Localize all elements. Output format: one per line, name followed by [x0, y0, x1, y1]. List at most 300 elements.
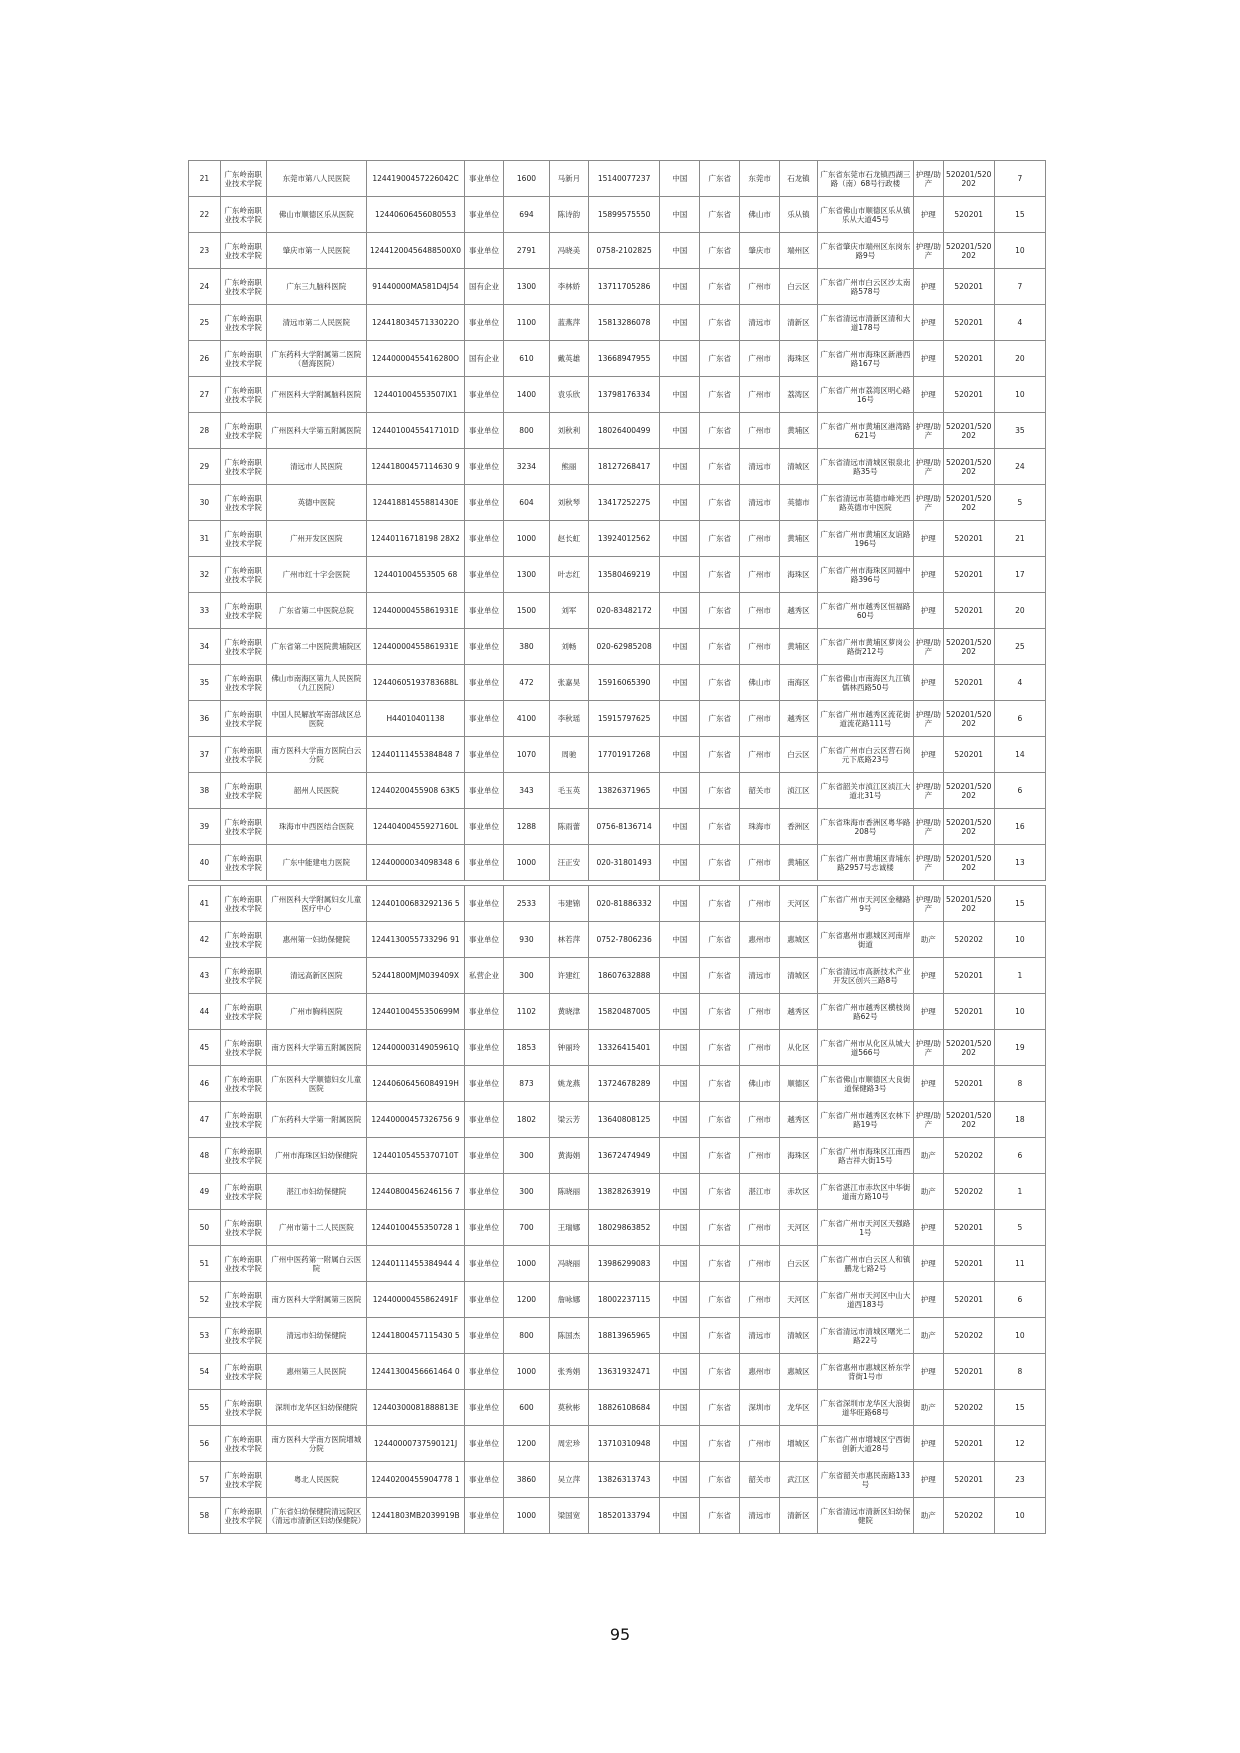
page-number: 95: [609, 1625, 631, 1644]
phone-cell: 18029863852: [588, 1210, 660, 1246]
bed-count-cell: 694: [503, 197, 549, 233]
hospital-name-cell: 广东中能建电力医院: [266, 845, 366, 881]
bed-count-cell: 800: [503, 1318, 549, 1354]
school-cell: 广东岭南职业技术学院: [220, 1030, 266, 1066]
school-cell: 广东岭南职业技术学院: [220, 773, 266, 809]
hospital-name-cell: 惠州第三人民医院: [266, 1354, 366, 1390]
district-cell: 白云区: [780, 1246, 818, 1282]
table-row: [189, 1282, 1046, 1318]
major-cell: 护理: [913, 737, 943, 773]
address-cell: 广东省广州市越秀区横枝岗路62号: [817, 994, 913, 1030]
country-cell: 中国: [660, 1102, 700, 1138]
bed-count-cell: 3860: [503, 1462, 549, 1498]
district-cell: 白云区: [780, 737, 818, 773]
country-cell: 中国: [660, 845, 700, 881]
address-cell: 广东省佛山市顺德区乐从镇乐从大道45号: [817, 197, 913, 233]
hospital-name-cell: 广州医科大学第五附属医院: [266, 413, 366, 449]
bed-count-cell: 1000: [503, 521, 549, 557]
contact-person-cell: 陈国杰: [549, 1318, 588, 1354]
city-cell: 广州市: [740, 1426, 780, 1462]
row-number: 50: [189, 1210, 221, 1246]
phone-cell: 18607632888: [588, 958, 660, 994]
major-cell: 护理/助产: [913, 1030, 943, 1066]
city-cell: 佛山市: [740, 1066, 780, 1102]
province-cell: 广东省: [700, 557, 740, 593]
contact-person-cell: 汪正安: [549, 845, 588, 881]
school-cell: 广东岭南职业技术学院: [220, 922, 266, 958]
quota-cell: 4: [994, 305, 1045, 341]
table-row: [189, 1066, 1046, 1102]
school-cell: 广东岭南职业技术学院: [220, 1066, 266, 1102]
unit-type-cell: 事业单位: [465, 521, 504, 557]
province-cell: 广东省: [700, 809, 740, 845]
city-cell: 清远市: [740, 958, 780, 994]
credit-code-cell: 12440606456080553: [366, 197, 464, 233]
credit-code-cell: 12441803MB2039919B: [366, 1498, 464, 1534]
major-cell: 护理: [913, 341, 943, 377]
province-cell: 广东省: [700, 629, 740, 665]
quota-cell: 10: [994, 1318, 1045, 1354]
phone-cell: 0756-8136714: [588, 809, 660, 845]
row-number: 26: [189, 341, 221, 377]
district-cell: 荔湾区: [780, 377, 818, 413]
city-cell: 广州市: [740, 701, 780, 737]
bed-count-cell: 873: [503, 1066, 549, 1102]
province-cell: 广东省: [700, 701, 740, 737]
hospital-name-cell: 广州市红十字会医院: [266, 557, 366, 593]
contact-person-cell: 李秋瑶: [549, 701, 588, 737]
quota-cell: 6: [994, 701, 1045, 737]
school-cell: 广东岭南职业技术学院: [220, 1246, 266, 1282]
school-cell: 广东岭南职业技术学院: [220, 958, 266, 994]
district-cell: 顺德区: [780, 1066, 818, 1102]
major-code-cell: 520201/520202: [943, 1102, 994, 1138]
major-cell: 护理/助产: [913, 233, 943, 269]
province-cell: 广东省: [700, 1102, 740, 1138]
major-cell: 护理/助产: [913, 413, 943, 449]
school-cell: 广东岭南职业技术学院: [220, 1462, 266, 1498]
school-cell: 广东岭南职业技术学院: [220, 1138, 266, 1174]
contact-person-cell: 张秀娟: [549, 1354, 588, 1390]
credit-code-cell: 12441881455881430E: [366, 485, 464, 521]
unit-type-cell: 私营企业: [465, 958, 504, 994]
quota-cell: 25: [994, 629, 1045, 665]
contact-person-cell: 黄晓津: [549, 994, 588, 1030]
major-cell: 护理: [913, 1462, 943, 1498]
school-cell: 广东岭南职业技术学院: [220, 1354, 266, 1390]
major-code-cell: 520201: [943, 593, 994, 629]
credit-code-cell: 12440111455384944 4: [366, 1246, 464, 1282]
major-cell: 护理: [913, 593, 943, 629]
major-code-cell: 520201/520202: [943, 449, 994, 485]
address-cell: 广东省广州市越秀区恒福路60号: [817, 593, 913, 629]
major-cell: 护理: [913, 521, 943, 557]
row-number: 42: [189, 922, 221, 958]
district-cell: 石龙镇: [780, 161, 818, 197]
unit-type-cell: 事业单位: [465, 1498, 504, 1534]
country-cell: 中国: [660, 1426, 700, 1462]
contact-person-cell: 黄海娟: [549, 1138, 588, 1174]
country-cell: 中国: [660, 994, 700, 1030]
city-cell: 广州市: [740, 593, 780, 629]
unit-type-cell: 事业单位: [465, 377, 504, 413]
unit-type-cell: 事业单位: [465, 1246, 504, 1282]
quota-cell: 8: [994, 1066, 1045, 1102]
district-cell: 香洲区: [780, 809, 818, 845]
contact-person-cell: 熊丽: [549, 449, 588, 485]
province-cell: 广东省: [700, 1066, 740, 1102]
hospital-name-cell: 广东省第二中医院黄埔院区: [266, 629, 366, 665]
address-cell: 广东省清远市英德市峰光西路英德市中医院: [817, 485, 913, 521]
table-row: [189, 1030, 1046, 1066]
major-code-cell: 520201: [943, 557, 994, 593]
city-cell: 广州市: [740, 1030, 780, 1066]
country-cell: 中国: [660, 269, 700, 305]
phone-cell: 15820487005: [588, 994, 660, 1030]
major-code-cell: 520201: [943, 377, 994, 413]
quota-cell: 15: [994, 1390, 1045, 1426]
province-cell: 广东省: [700, 593, 740, 629]
city-cell: 佛山市: [740, 197, 780, 233]
address-cell: 广东省清远市清新区清和大道178号: [817, 305, 913, 341]
bed-count-cell: 3234: [503, 449, 549, 485]
district-cell: 天河区: [780, 1282, 818, 1318]
address-cell: 广东省广州市增城区宁西街创新大道28号: [817, 1426, 913, 1462]
contact-person-cell: 周宏珍: [549, 1426, 588, 1462]
credit-code-cell: 12440100683292136 5: [366, 886, 464, 922]
row-number: 57: [189, 1462, 221, 1498]
major-code-cell: 520201/520202: [943, 701, 994, 737]
table-row: [189, 341, 1046, 377]
city-cell: 广州市: [740, 413, 780, 449]
address-cell: 广东省广州市天河区中山大道西183号: [817, 1282, 913, 1318]
table-row: [189, 1138, 1046, 1174]
row-number: 21: [189, 161, 221, 197]
district-cell: 白云区: [780, 269, 818, 305]
major-code-cell: 520201: [943, 521, 994, 557]
hospital-name-cell: 南方医科大学第五附属医院: [266, 1030, 366, 1066]
quota-cell: 13: [994, 845, 1045, 881]
contact-person-cell: 刘秋琴: [549, 485, 588, 521]
major-code-cell: 520201/520202: [943, 809, 994, 845]
unit-type-cell: 事业单位: [465, 1462, 504, 1498]
row-number: 38: [189, 773, 221, 809]
row-number: 31: [189, 521, 221, 557]
quota-cell: 35: [994, 413, 1045, 449]
district-cell: 清城区: [780, 1318, 818, 1354]
address-cell: 广东省广州市荔湾区明心路16号: [817, 377, 913, 413]
country-cell: 中国: [660, 922, 700, 958]
major-cell: 护理: [913, 377, 943, 413]
school-cell: 广东岭南职业技术学院: [220, 1498, 266, 1534]
credit-code-cell: 12440000034098348 6: [366, 845, 464, 881]
phone-cell: 18026400499: [588, 413, 660, 449]
unit-type-cell: 事业单位: [465, 1318, 504, 1354]
major-code-cell: 520202: [943, 1138, 994, 1174]
unit-type-cell: 事业单位: [465, 593, 504, 629]
quota-cell: 1: [994, 958, 1045, 994]
school-cell: 广东岭南职业技术学院: [220, 629, 266, 665]
city-cell: 广州市: [740, 269, 780, 305]
major-code-cell: 520202: [943, 1318, 994, 1354]
major-cell: 护理: [913, 994, 943, 1030]
unit-type-cell: 事业单位: [465, 1210, 504, 1246]
contact-person-cell: 刘军: [549, 593, 588, 629]
address-cell: 广东省湛江市赤坎区中华街道南方路10号: [817, 1174, 913, 1210]
district-cell: 浈江区: [780, 773, 818, 809]
bed-count-cell: 1070: [503, 737, 549, 773]
city-cell: 广州市: [740, 629, 780, 665]
credit-code-cell: 12441900457226042C: [366, 161, 464, 197]
country-cell: 中国: [660, 1030, 700, 1066]
credit-code-cell: 12440000457326756 9: [366, 1102, 464, 1138]
hospital-name-cell: 广州市胸科医院: [266, 994, 366, 1030]
province-cell: 广东省: [700, 1246, 740, 1282]
country-cell: 中国: [660, 773, 700, 809]
credit-code-cell: 12440000455861931E: [366, 593, 464, 629]
credit-code-cell: 12441200456488500X0: [366, 233, 464, 269]
phone-cell: 020-83482172: [588, 593, 660, 629]
province-cell: 广东省: [700, 1210, 740, 1246]
hospital-name-cell: 中国人民解放军南部战区总医院: [266, 701, 366, 737]
district-cell: 南海区: [780, 665, 818, 701]
province-cell: 广东省: [700, 269, 740, 305]
row-number: 41: [189, 886, 221, 922]
quota-cell: 16: [994, 809, 1045, 845]
row-number: 52: [189, 1282, 221, 1318]
unit-type-cell: 国有企业: [465, 269, 504, 305]
province-cell: 广东省: [700, 1354, 740, 1390]
contact-person-cell: 王瑞娜: [549, 1210, 588, 1246]
quota-cell: 6: [994, 1138, 1045, 1174]
school-cell: 广东岭南职业技术学院: [220, 233, 266, 269]
table-row: [189, 485, 1046, 521]
credit-code-cell: 12440100455350728 1: [366, 1210, 464, 1246]
major-code-cell: 520201/520202: [943, 773, 994, 809]
district-cell: 天河区: [780, 1210, 818, 1246]
row-number: 37: [189, 737, 221, 773]
unit-type-cell: 事业单位: [465, 1426, 504, 1462]
school-cell: 广东岭南职业技术学院: [220, 197, 266, 233]
province-cell: 广东省: [700, 845, 740, 881]
hospital-name-cell: 佛山市南海区第九人民医院（九江医院）: [266, 665, 366, 701]
quota-cell: 7: [994, 269, 1045, 305]
phone-cell: 0752-7806236: [588, 922, 660, 958]
school-cell: 广东岭南职业技术学院: [220, 845, 266, 881]
phone-cell: 13826371965: [588, 773, 660, 809]
contact-person-cell: 詹咏娜: [549, 1282, 588, 1318]
hospital-name-cell: 清远市妇幼保健院: [266, 1318, 366, 1354]
country-cell: 中国: [660, 593, 700, 629]
address-cell: 广东省佛山市南海区九江镇儒林西路50号: [817, 665, 913, 701]
major-code-cell: 520201: [943, 1426, 994, 1462]
major-code-cell: 520201/520202: [943, 1030, 994, 1066]
district-cell: 惠城区: [780, 922, 818, 958]
unit-type-cell: 事业单位: [465, 1066, 504, 1102]
address-cell: 广东省广州市黄埔区青埔东路2957号志诚楼: [817, 845, 913, 881]
bed-count-cell: 300: [503, 1138, 549, 1174]
district-cell: 端州区: [780, 233, 818, 269]
address-cell: 广东省广州市从化区从城大道566号: [817, 1030, 913, 1066]
contact-person-cell: 陈晓丽: [549, 1174, 588, 1210]
address-cell: 广东省广州市黄埔区港湾路621号: [817, 413, 913, 449]
country-cell: 中国: [660, 1390, 700, 1426]
unit-type-cell: 事业单位: [465, 1282, 504, 1318]
table-body-b: [189, 886, 1046, 1534]
city-cell: 湛江市: [740, 1174, 780, 1210]
city-cell: 清远市: [740, 485, 780, 521]
contact-person-cell: 梁云芳: [549, 1102, 588, 1138]
contact-person-cell: 毛玉英: [549, 773, 588, 809]
quota-cell: 18: [994, 1102, 1045, 1138]
quota-cell: 20: [994, 593, 1045, 629]
credit-code-cell: 52441800MJM039409X: [366, 958, 464, 994]
table-row: [189, 1318, 1046, 1354]
hospital-name-cell: 肇庆市第一人民医院: [266, 233, 366, 269]
row-number: 55: [189, 1390, 221, 1426]
district-cell: 黄埔区: [780, 629, 818, 665]
province-cell: 广东省: [700, 886, 740, 922]
province-cell: 广东省: [700, 1138, 740, 1174]
row-number: 23: [189, 233, 221, 269]
quota-cell: 21: [994, 521, 1045, 557]
bed-count-cell: 300: [503, 1174, 549, 1210]
address-cell: 广东省韶关市惠民南路133号: [817, 1462, 913, 1498]
major-code-cell: 520201/520202: [943, 485, 994, 521]
quota-cell: 15: [994, 197, 1045, 233]
row-number: 35: [189, 665, 221, 701]
row-number: 28: [189, 413, 221, 449]
address-cell: 广东省惠州市惠城区河南岸街道: [817, 922, 913, 958]
country-cell: 中国: [660, 665, 700, 701]
district-cell: 从化区: [780, 1030, 818, 1066]
hospital-name-cell: 广东医科大学顺德妇女儿童医院: [266, 1066, 366, 1102]
major-cell: 助产: [913, 1498, 943, 1534]
bed-count-cell: 1200: [503, 1426, 549, 1462]
province-cell: 广东省: [700, 197, 740, 233]
hospital-name-cell: 东莞市第八人民医院: [266, 161, 366, 197]
school-cell: 广东岭南职业技术学院: [220, 485, 266, 521]
table-row: [189, 377, 1046, 413]
credit-code-cell: 12440400455927160L: [366, 809, 464, 845]
contact-person-cell: 周驰: [549, 737, 588, 773]
country-cell: 中国: [660, 1138, 700, 1174]
hospital-name-cell: 广州市第十二人民医院: [266, 1210, 366, 1246]
address-cell: 广东省清远市清城区曙光二路22号: [817, 1318, 913, 1354]
address-cell: 广东省广州市白云区沙太南路578号: [817, 269, 913, 305]
phone-cell: 18127268417: [588, 449, 660, 485]
country-cell: 中国: [660, 305, 700, 341]
province-cell: 广东省: [700, 1282, 740, 1318]
major-code-cell: 520201/520202: [943, 161, 994, 197]
city-cell: 珠海市: [740, 809, 780, 845]
major-cell: 护理: [913, 557, 943, 593]
major-code-cell: 520201/520202: [943, 629, 994, 665]
table-body-a: [189, 161, 1046, 881]
address-cell: 广东省清远市清城区银泉北路35号: [817, 449, 913, 485]
city-cell: 广州市: [740, 994, 780, 1030]
quota-cell: 5: [994, 485, 1045, 521]
province-cell: 广东省: [700, 305, 740, 341]
province-cell: 广东省: [700, 1390, 740, 1426]
hospital-name-cell: 英德中医院: [266, 485, 366, 521]
country-cell: 中国: [660, 341, 700, 377]
unit-type-cell: 事业单位: [465, 485, 504, 521]
unit-type-cell: 事业单位: [465, 1030, 504, 1066]
table-row: [189, 958, 1046, 994]
hospital-name-cell: 惠州第一妇幼保健院: [266, 922, 366, 958]
hospital-name-cell: 佛山市顺德区乐从医院: [266, 197, 366, 233]
bed-count-cell: 1288: [503, 809, 549, 845]
phone-cell: 13640808125: [588, 1102, 660, 1138]
country-cell: 中国: [660, 1210, 700, 1246]
district-cell: 越秀区: [780, 701, 818, 737]
bed-count-cell: 1853: [503, 1030, 549, 1066]
bed-count-cell: 700: [503, 1210, 549, 1246]
bed-count-cell: 2791: [503, 233, 549, 269]
province-cell: 广东省: [700, 485, 740, 521]
major-cell: 助产: [913, 1390, 943, 1426]
credit-code-cell: 12440200455904778 1: [366, 1462, 464, 1498]
table-row: [189, 922, 1046, 958]
credit-code-cell: 124401004553505 68: [366, 557, 464, 593]
school-cell: 广东岭南职业技术学院: [220, 737, 266, 773]
row-number: 47: [189, 1102, 221, 1138]
bed-count-cell: 1300: [503, 269, 549, 305]
phone-cell: 15140077237: [588, 161, 660, 197]
address-cell: 广东省广州市黄埔区友谊路196号: [817, 521, 913, 557]
school-cell: 广东岭南职业技术学院: [220, 1426, 266, 1462]
unit-type-cell: 事业单位: [465, 1138, 504, 1174]
contact-person-cell: 刘畅: [549, 629, 588, 665]
city-cell: 清远市: [740, 1318, 780, 1354]
quota-cell: 4: [994, 665, 1045, 701]
address-cell: 广东省东莞市石龙镇西湖三路（南）68号行政楼: [817, 161, 913, 197]
contact-person-cell: 陈雨蕾: [549, 809, 588, 845]
city-cell: 惠州市: [740, 922, 780, 958]
province-cell: 广东省: [700, 994, 740, 1030]
school-cell: 广东岭南职业技术学院: [220, 593, 266, 629]
bed-count-cell: 1000: [503, 1498, 549, 1534]
country-cell: 中国: [660, 521, 700, 557]
unit-type-cell: 事业单位: [465, 161, 504, 197]
hospital-name-cell: 广州医科大学附属妇女儿童医疗中心: [266, 886, 366, 922]
bed-count-cell: 1000: [503, 1246, 549, 1282]
table-row: [189, 1462, 1046, 1498]
address-cell: 广东省广州市海珠区江南西路吉祥大街15号: [817, 1138, 913, 1174]
city-cell: 广州市: [740, 1282, 780, 1318]
address-cell: 广东省韶关市浈江区浈江大道北31号: [817, 773, 913, 809]
address-cell: 广东省广州市海珠区新港西路167号: [817, 341, 913, 377]
table-row: [189, 1102, 1046, 1138]
district-cell: 龙华区: [780, 1390, 818, 1426]
quota-cell: 11: [994, 1246, 1045, 1282]
school-cell: 广东岭南职业技术学院: [220, 1174, 266, 1210]
contact-person-cell: 冯晓美: [549, 233, 588, 269]
bed-count-cell: 600: [503, 1390, 549, 1426]
row-number: 53: [189, 1318, 221, 1354]
row-number: 32: [189, 557, 221, 593]
major-cell: 护理/助产: [913, 161, 943, 197]
address-cell: 广东省广州市天河区天强路1号: [817, 1210, 913, 1246]
city-cell: 广州市: [740, 1210, 780, 1246]
major-code-cell: 520201: [943, 269, 994, 305]
row-number: 22: [189, 197, 221, 233]
row-number: 34: [189, 629, 221, 665]
credit-code-cell: 12440200455908 63K5: [366, 773, 464, 809]
quota-cell: 14: [994, 737, 1045, 773]
city-cell: 韶关市: [740, 1462, 780, 1498]
